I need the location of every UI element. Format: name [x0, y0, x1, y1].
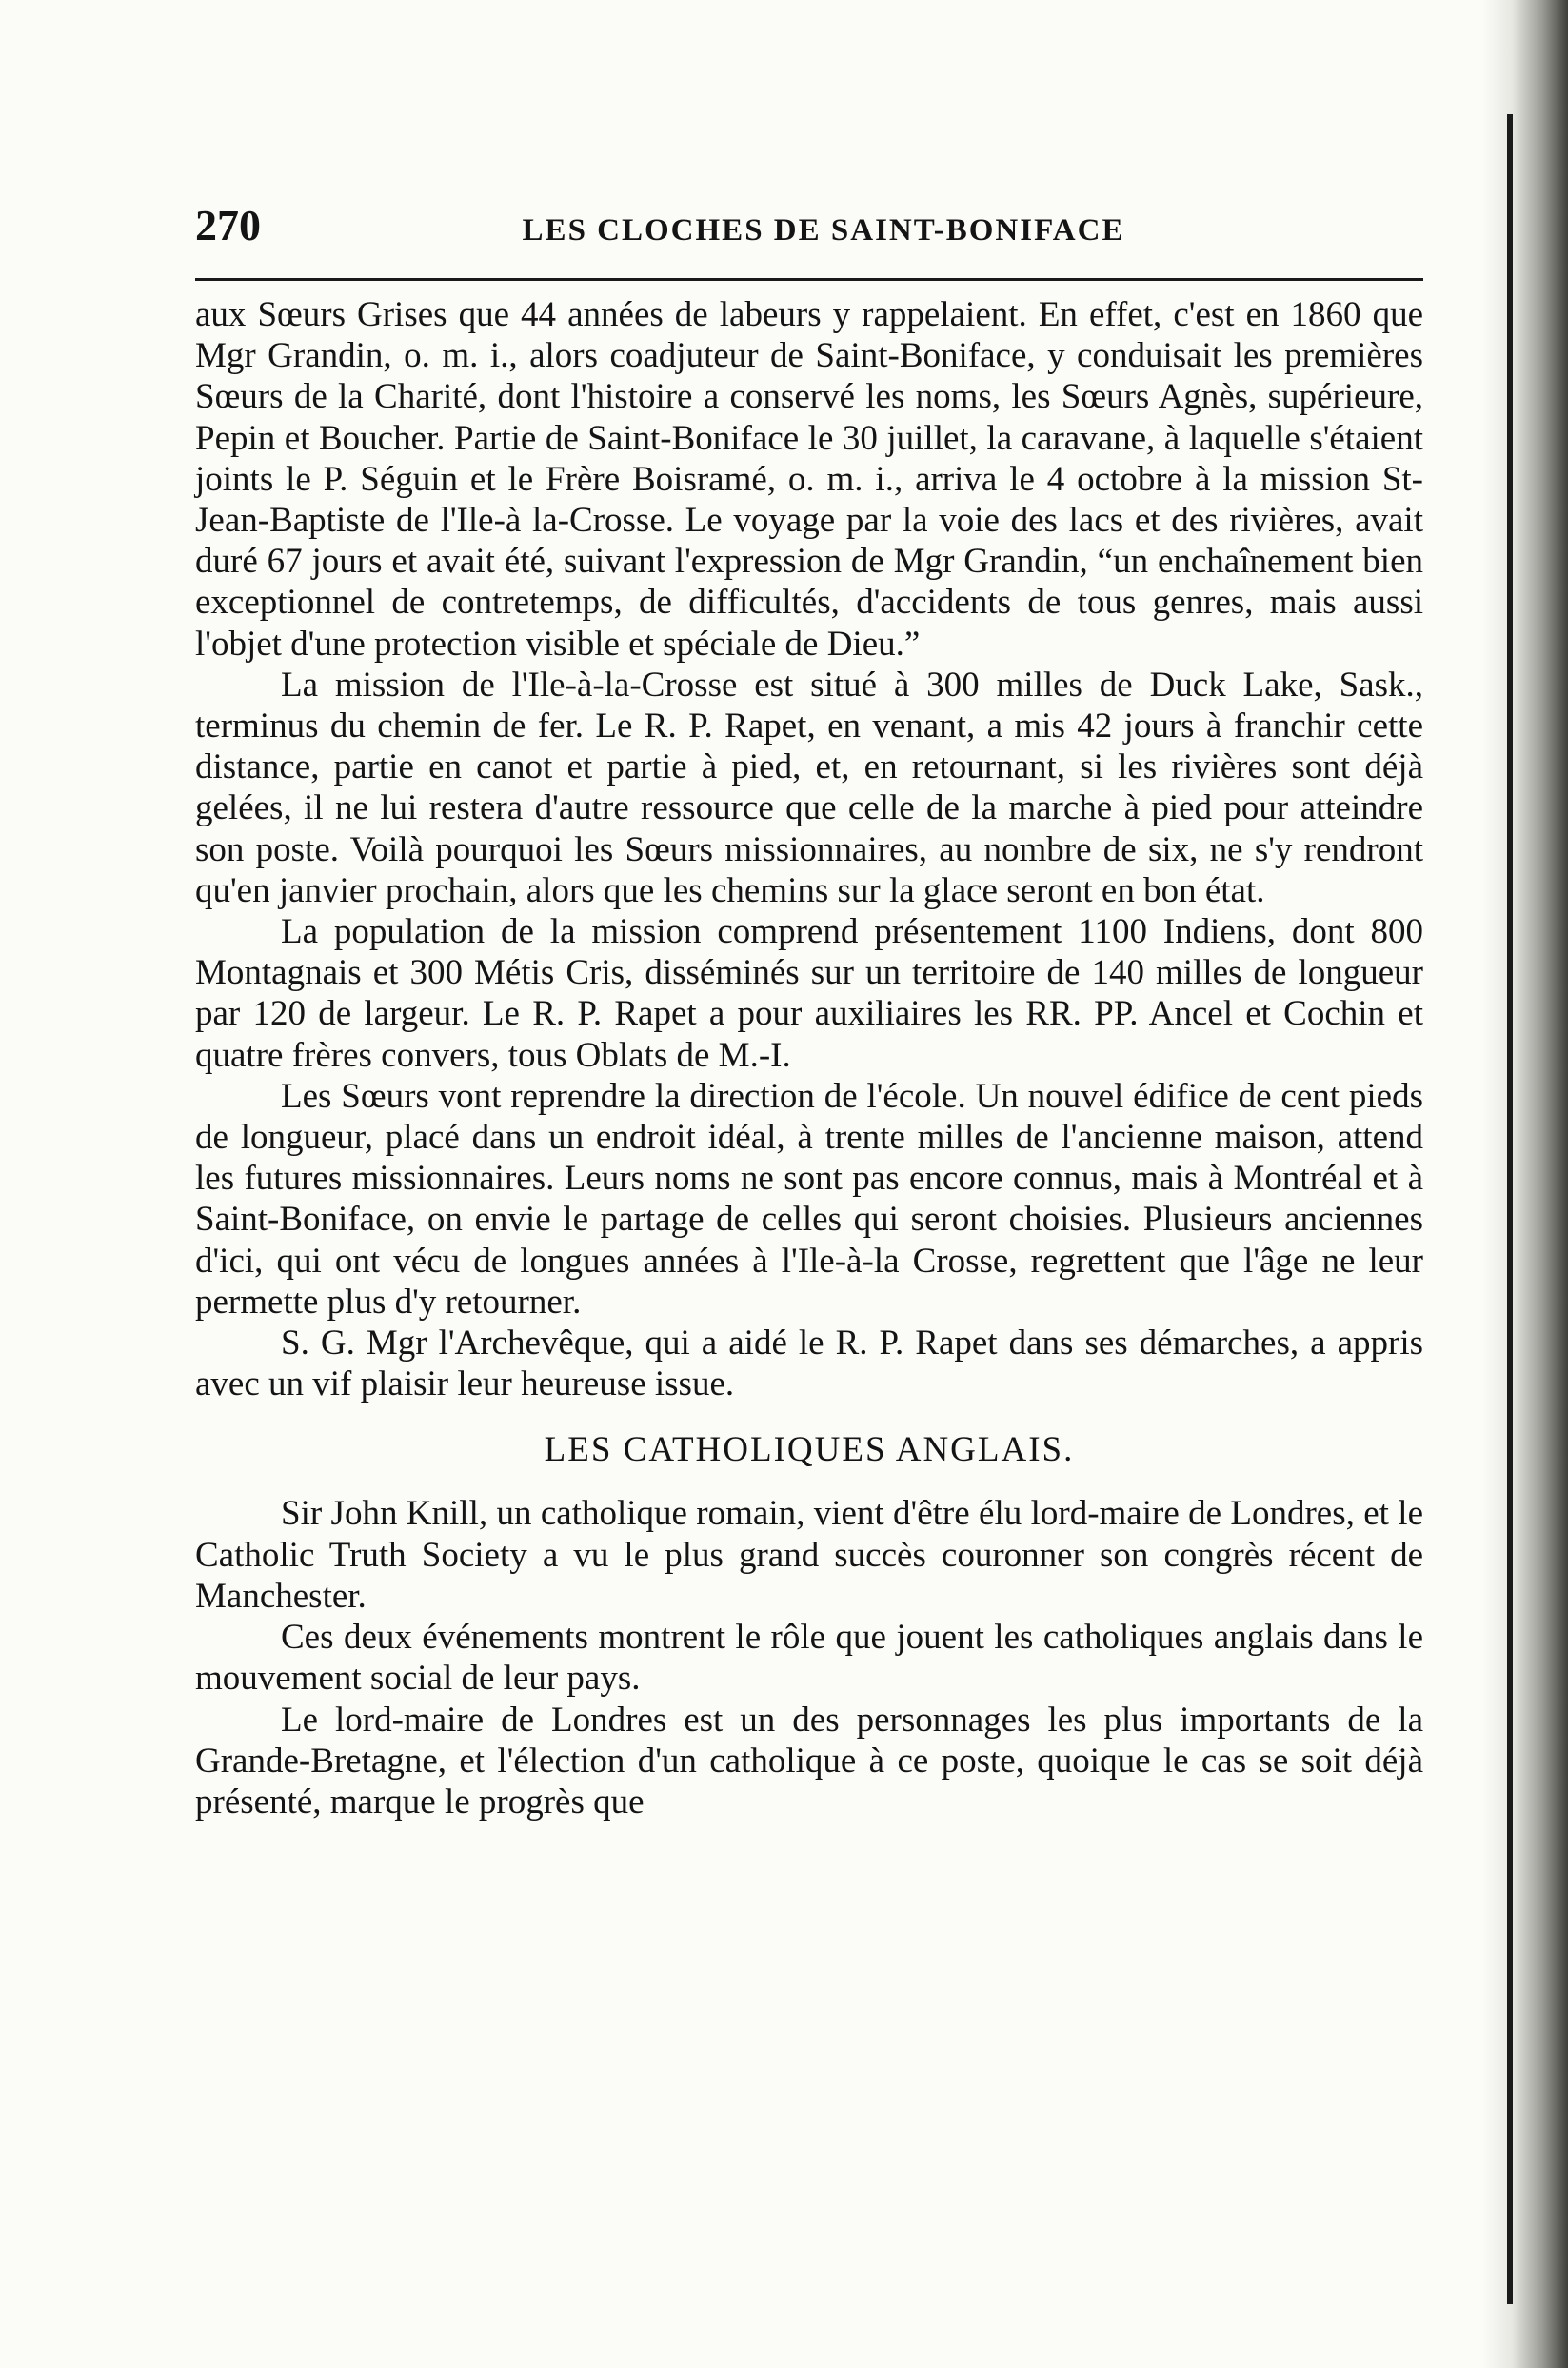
page-header [195, 200, 1423, 257]
running-title: LES CLOCHES DE SAINT-BONIFACE [522, 213, 1125, 248]
book-page [195, 200, 1423, 1822]
paragraph: La mission de l'Ile-à-la-Crosse est situé à 300 milles de Duck Lake, Sask., terminus du chemin de fer. Le R. P. Rapet, en venant, a mis 42 jours à franchir cette distance, partie en canot et partie à pied, et, en retournant, si les rivières sont déjà gelées, il ne lui restera d'autre ressource que celle de la marche à pied pour atteindre son poste. Voilà pourquoi les Sœurs missionnaires, au nombre de six, ne s'y rendront qu'en janvier prochain, alors que les chemins sur la glace seront en bon état. [195, 665, 1423, 910]
main-text [195, 294, 1423, 1822]
paragraph: Les Sœurs vont reprendre la direction de l'école. Un nouvel édifice de cent pieds de longueur, placé dans un endroit idéal, à trente milles de l'ancienne maison, attend les futures missionnaires. Leurs noms ne sont pas encore connus, mais à Montréal et à Saint-Boniface, on envie le partage de celles qui seront choisies. Plusieurs anciennes d'ici, qui ont vécu de longues années à l'Ile-à-la Crosse, regrettent que l'âge ne leur permette plus d'y retourner. [195, 1076, 1423, 1322]
page-binding-shadow [1482, 0, 1568, 2368]
page-number: 270 [195, 201, 261, 249]
binding-edge [1507, 114, 1513, 2304]
section-heading: LES CATHOLIQUES ANGLAIS. [544, 1430, 1075, 1470]
paragraph: S. G. Mgr l'Archevêque, qui a aidé le R. P. Rapet dans ses démarches, a appris avec un vif plaisir leur heureuse issue. [195, 1323, 1423, 1404]
paragraph: aux Sœurs Grises que 44 années de labeurs y rappelaient. En effet, c'est en 1860 que Mgr Grandin, o. m. i., alors coadjuteur de Saint-Boniface, y conduisait les premières Sœurs de la Charité, dont l'histoire a conservé les noms, les Sœurs Agnès, supérieure, Pepin et Boucher. Partie de Saint-Boniface le 30 juillet, la caravane, à laquelle s'étaient joints le P. Séguin et le Frère Boisramé, o. m. i., arriva le 4 octobre à la mission St-Jean-Baptiste de l'Ile-à la-Crosse. Le voyage par la voie des lacs et des rivières, avait duré 67 jours et avait été, suivant l'expression de Mgr Grandin, “un enchaînement bien exceptionnel de contretemps, de difficultés, d'accidents de tous genres, mais aussi l'objet d'une protection visible et spéciale de Dieu.” [195, 295, 1423, 664]
header-rule [195, 278, 1423, 281]
paragraph: Sir John Knill, un catholique romain, vient d'être élu lord-maire de Londres, et le Catholic Truth Society a vu le plus grand succès couronner son congrès récent de Manchester. [195, 1494, 1423, 1616]
paragraph: Ces deux événements montrent le rôle que jouent les catholiques anglais dans le mouvement social de leur pays. [195, 1618, 1423, 1699]
paragraph: La population de la mission comprend présentement 1100 Indiens, dont 800 Montagnais et 300 Métis Cris, disséminés sur un territoire de 140 milles de longueur par 120 de largeur. Le R. P. Rapet a pour auxiliaires les RR. PP. Ancel et Cochin et quatre frères convers, tous Oblats de M.-I. [195, 912, 1423, 1075]
paragraph: Le lord-maire de Londres est un des personnages les plus importants de la Grande-Bretagne, et l'élection d'un catholique à ce poste, quoique le cas se soit déjà présenté, marque le progrès que [195, 1700, 1423, 1821]
